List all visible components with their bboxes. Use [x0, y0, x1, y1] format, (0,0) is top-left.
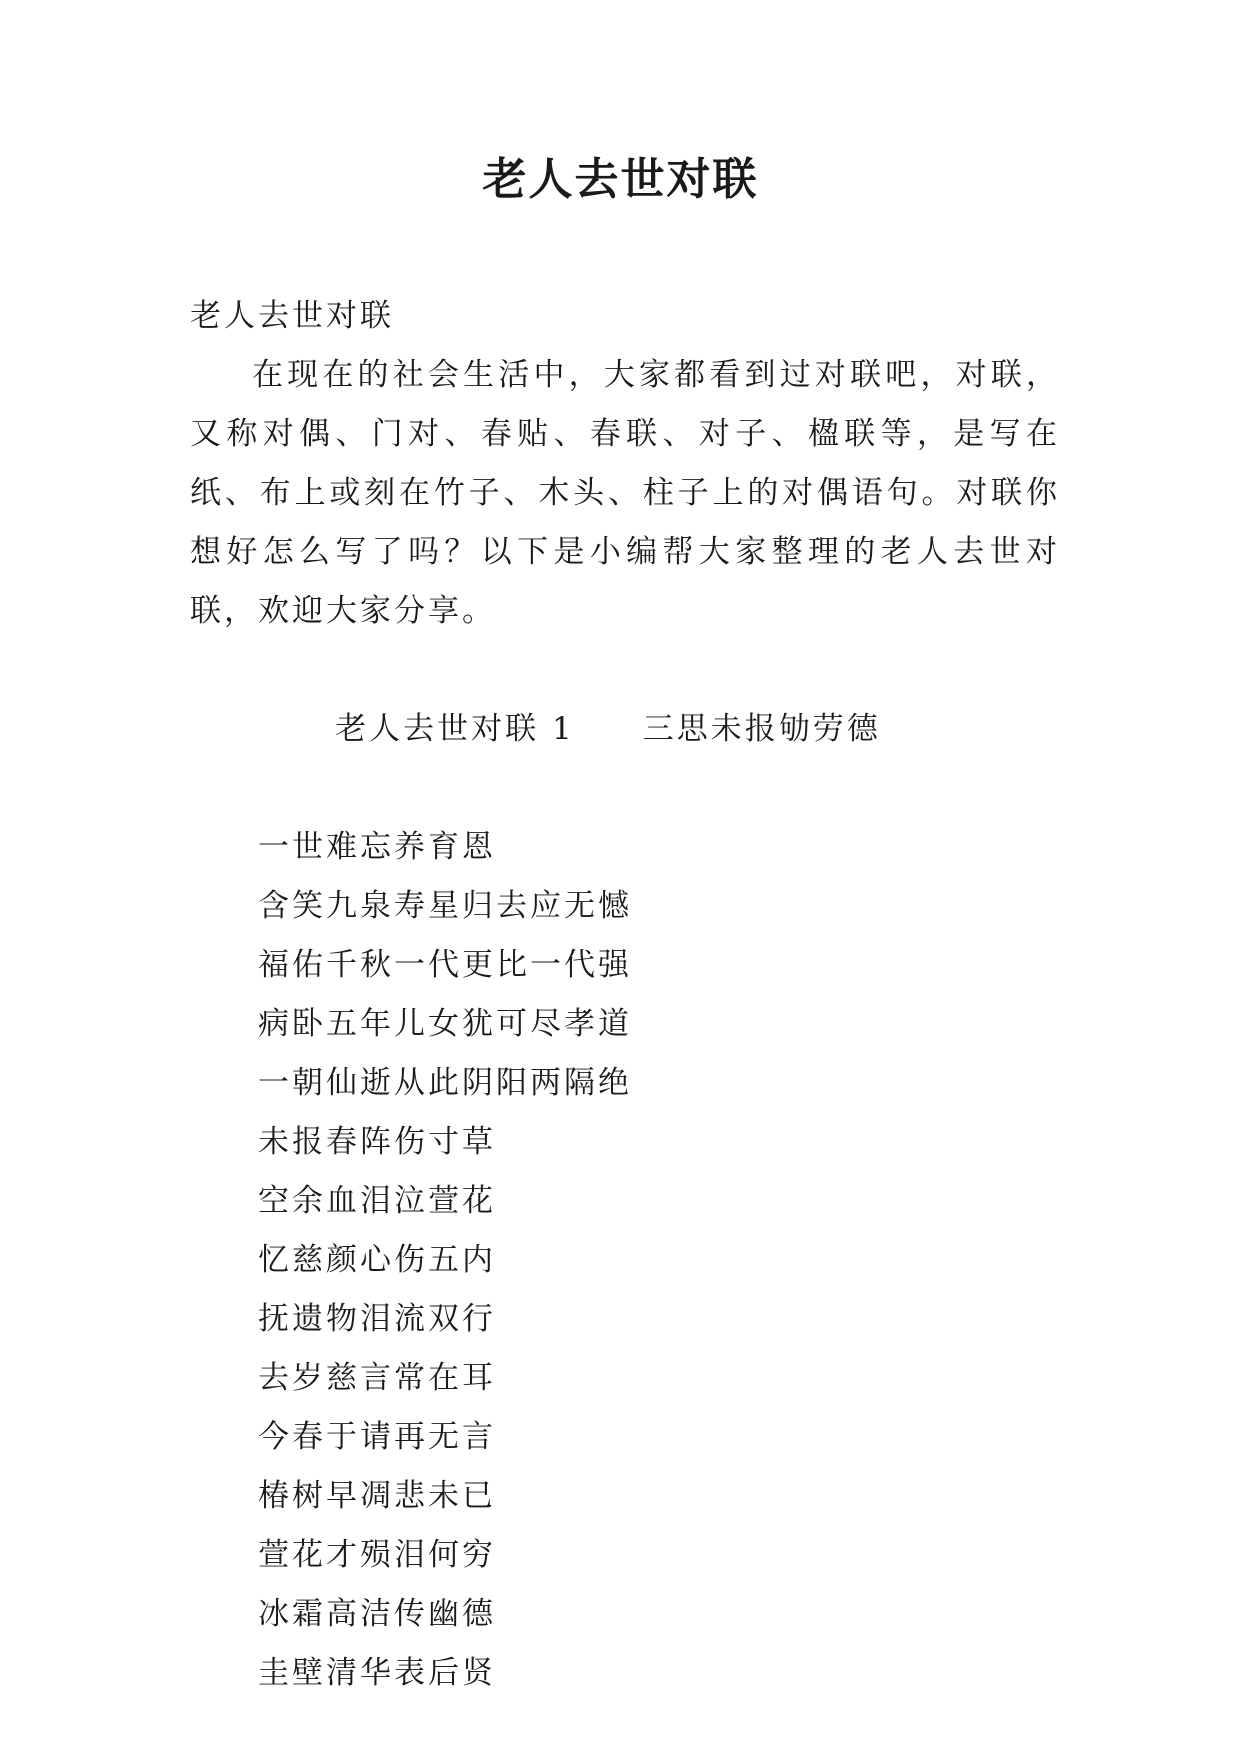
verse-line: 空余血泪泣萱花	[258, 1183, 496, 1219]
verse-line: 椿树早凋悲未已	[258, 1478, 496, 1514]
document-title: 老人去世对联	[482, 154, 759, 205]
section-label: 老人去世对联 1	[335, 711, 575, 747]
verse-line: 萱花才殒泪何穷	[258, 1537, 496, 1573]
verse-line: 去岁慈言常在耳	[258, 1360, 496, 1396]
verse-list	[190, 818, 1060, 1703]
verse-line: 冰霜高洁传幽德	[258, 1596, 496, 1632]
subheading: 老人去世对联	[190, 298, 394, 334]
verse-line: 圭壁清华表后贤	[258, 1655, 496, 1691]
verse-line: 忆慈颜心伤五内	[258, 1242, 496, 1278]
document-body	[190, 287, 1060, 1703]
verse-line: 一朝仙逝从此阴阳两隔绝	[258, 1065, 632, 1101]
verse-line: 含笑九泉寿星归去应无憾	[258, 888, 632, 924]
first-verse: 三思未报劬劳德	[642, 711, 881, 747]
verse-line: 病卧五年儿女犹可尽孝道	[258, 1006, 632, 1042]
verse-line: 一世难忘养育恩	[258, 829, 496, 865]
verse-line: 未报春阵伤寸草	[258, 1124, 496, 1160]
verse-line: 抚遗物泪流双行	[258, 1301, 496, 1337]
intro-paragraph: 在现在的社会生活中，大家都看到过对联吧，对联，又称对偶、门对、春贴、春联、对子、楹联等，是写在纸、布上或刻在竹子、木头、柱子上的对偶语句。对联你想好怎么写了吗？以下是小编帮大家整理的老人去世对联，欢迎大家分享。	[190, 357, 1060, 629]
couplet-section-line	[190, 641, 1060, 818]
verse-line: 今春于请再无言	[258, 1419, 496, 1455]
verse-line: 福佑千秋一代更比一代强	[258, 947, 632, 983]
